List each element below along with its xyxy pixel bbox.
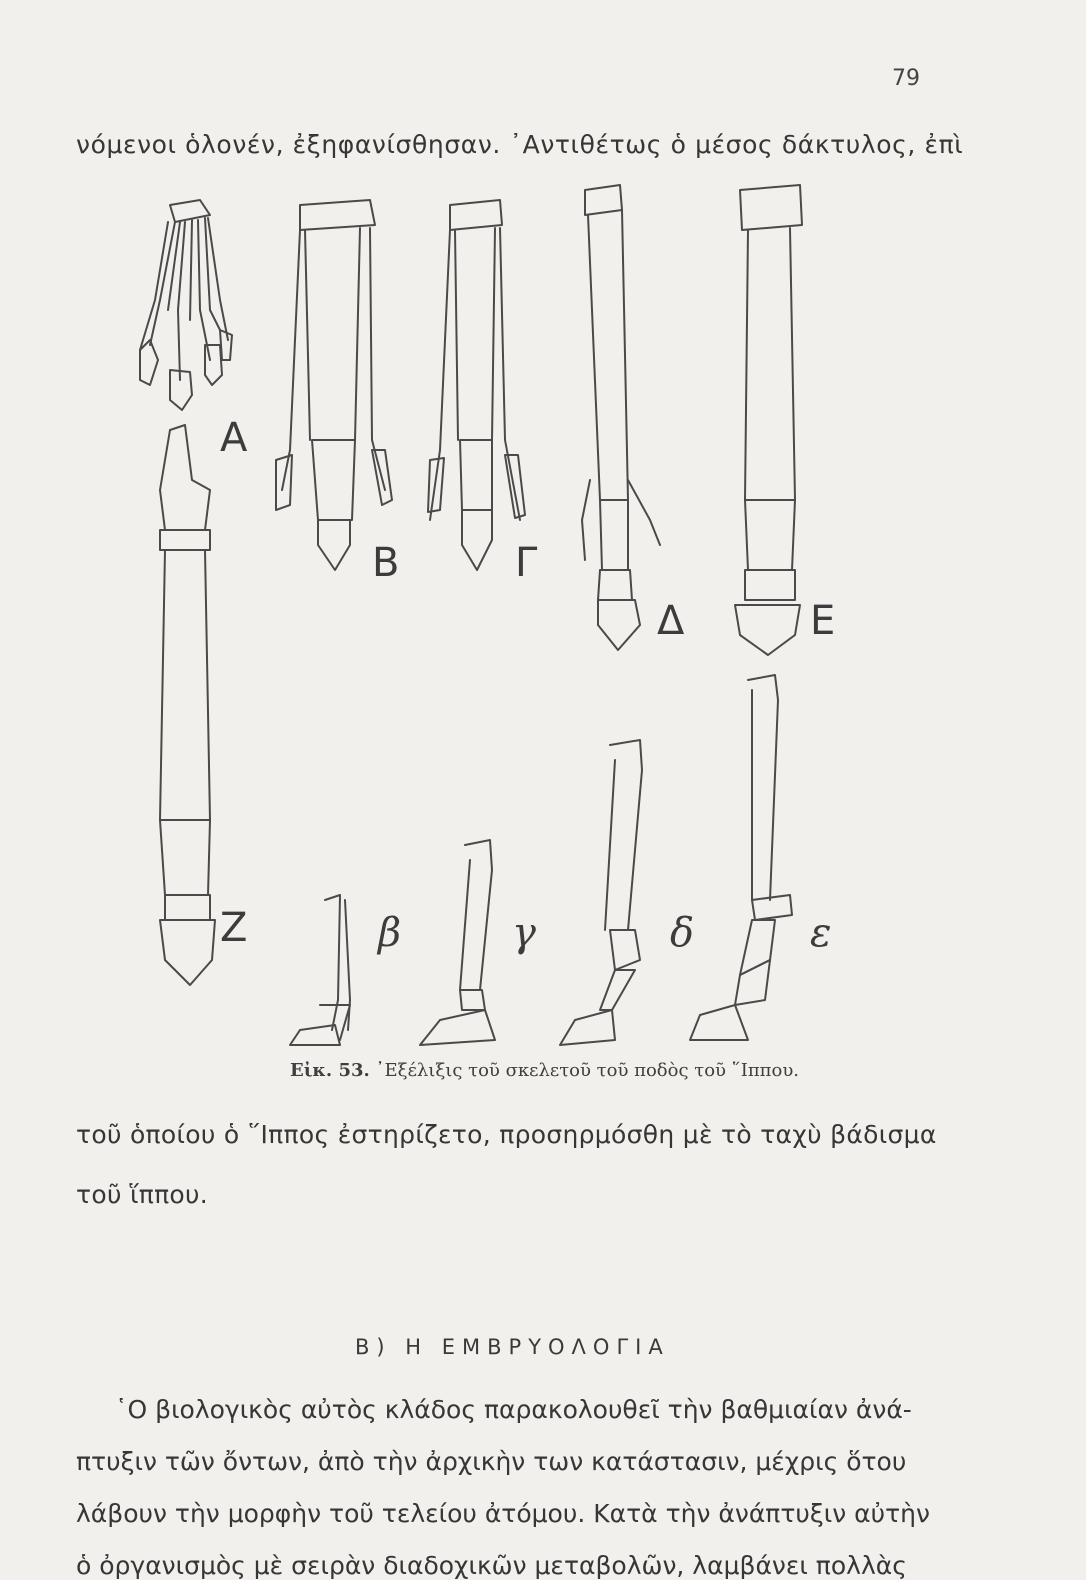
limb-beta-drawing <box>290 895 350 1045</box>
after-figure-line-1: τοῦ ὁποίου ὁ ῞Ιππος ἐστηρίζετο, προσηρμόσθη μὲ τὸ ταχὺ βάδισμα <box>76 1120 937 1149</box>
limb-epsilon-small-drawing <box>690 675 792 1040</box>
caption-text: ᾿Εξέλιξις τοῦ σκελετοῦ τοῦ ποδὸς τοῦ ῞Ιππου. <box>375 1060 799 1081</box>
section-heading: Β) Η ΕΜΒΡΥΟΛΟΓΙΑ <box>355 1335 670 1359</box>
paragraph-line-1: ῾Ο βιολογικὸς αὐτὸς κλάδος παρακολουθεῖ τὴν βαθμιαίαν ἀνά- <box>115 1395 912 1424</box>
figure-label-epsilon: Ε <box>810 598 836 644</box>
foot-b-drawing <box>276 200 392 570</box>
after-figure-line-2: τοῦ ἵππου. <box>76 1180 209 1209</box>
figure-label-beta-small: β <box>378 910 402 956</box>
figure-label-epsilon-small: ε <box>810 910 832 956</box>
figure-label-gamma: Γ <box>515 540 538 586</box>
figure-caption <box>290 1060 799 1081</box>
paragraph-line-4: ὁ ὀργανισμὸς μὲ σειρὰν διαδοχικῶν μεταβολῶν, λαμβάνει πολλὰς <box>76 1551 907 1580</box>
figure-label-gamma-small: γ <box>512 910 536 956</box>
page-number: 79 <box>892 66 920 91</box>
foot-delta-drawing <box>582 185 660 650</box>
foot-gamma-drawing <box>428 200 525 570</box>
top-text-line: νόμενοι ὁλονέν, ἐξηφανίσθησαν. ᾿Αντιθέτως ὁ μέσος δάκτυλος, ἐπὶ <box>76 130 964 159</box>
foot-a-drawing <box>140 200 232 410</box>
figure-label-delta: Δ <box>657 598 685 644</box>
figure-label-a: Α <box>220 415 248 461</box>
limb-delta-small-drawing <box>560 740 642 1045</box>
foot-zeta-drawing <box>160 425 215 985</box>
figure-label-b: Β <box>372 540 400 586</box>
figure-label-delta-small: δ <box>670 910 695 956</box>
limb-gamma-drawing <box>420 840 495 1045</box>
figure-label-zeta: Ζ <box>220 905 248 951</box>
caption-number: Εἰκ. 53. <box>290 1060 370 1081</box>
paragraph-line-2: πτυξιν τῶν ὄντων, ἀπὸ τὴν ἀρχικὴν των κατάστασιν, μέχρις ὅτου <box>76 1447 907 1476</box>
foot-epsilon-drawing <box>735 185 802 655</box>
paragraph-line-3: λάβουν τὴν μορφὴν τοῦ τελείου ἀτόμου. Κατὰ τὴν ἀνάπτυξιν αὐτὴν <box>76 1499 930 1528</box>
